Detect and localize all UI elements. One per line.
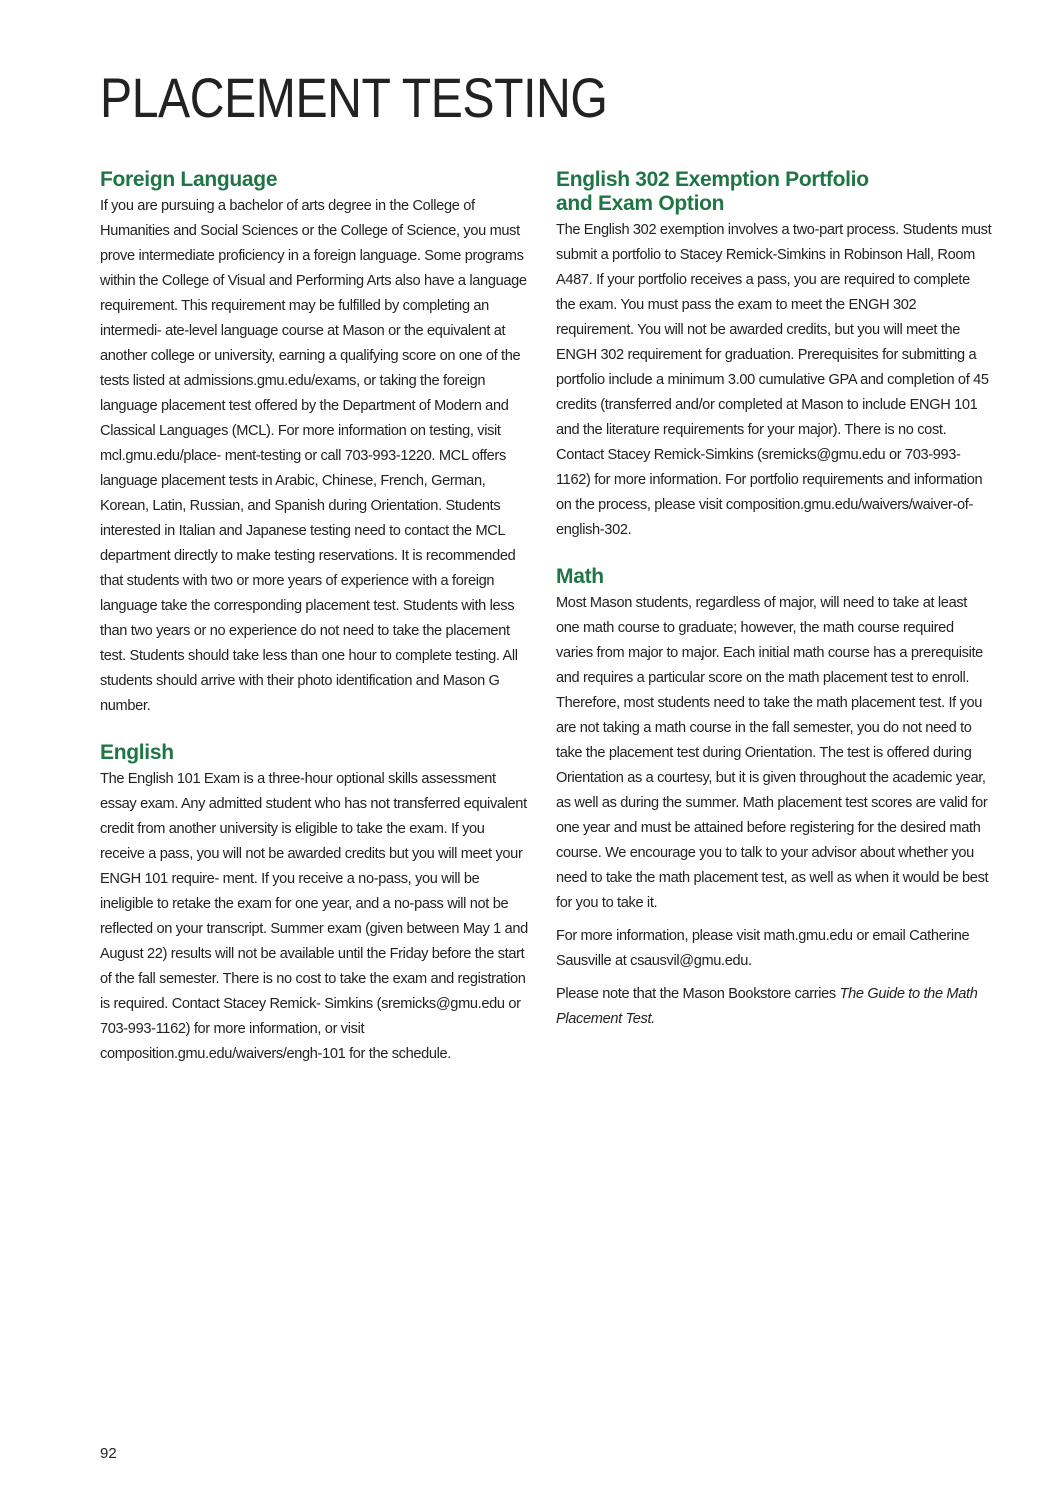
english-302-heading-line2: and Exam Option bbox=[556, 192, 725, 215]
math-body: Most Mason students, regardless of major, will need to take at least one math course to graduate; however, the math course required varies from major to major. Each initial math course has a prerequisite and requires a particular score on the math placement test to enroll. Therefore, most students need to take the math placement test. If you are not taking a math course in the fall semester, you do not need to take the placement test during Orientation. The test is offered during Orientation as a courtesy, but it is given throughout the academic year, as well as during the summer. Math placement test scores are valid for one year and must be attained before registering for the desired math course. We encourage you to talk to your advisor about whether you need to take the math placement test, as well as when it would be best for you to take it. bbox=[556, 595, 989, 911]
page-title: PLACEMENT TESTING bbox=[100, 66, 608, 129]
bookstore-note-prefix: Please note that the Mason Bookstore carries bbox=[556, 986, 840, 1002]
english-section bbox=[100, 741, 530, 1067]
english-302-section bbox=[556, 168, 992, 543]
foreign-language-section bbox=[100, 168, 530, 719]
math-bookstore-note bbox=[556, 982, 992, 1032]
math-section bbox=[556, 565, 992, 1032]
english-body: The English 101 Exam is a three-hour optional skills assessment essay exam. Any admitted student who has not transferred equivalent credit from another university is eligible to take the exam. If you receive a pass, you will not be awarded credits but you will meet your ENGH 101 require- ment. If you receive a no-pass, you will be ineligible to retake the exam for one year, and a no-pass will not be reflected on your transcript. Summer exam (given between May 1 and August 22) results will not be available until the Friday before the start of the fall semester. There is no cost to take the exam and registration is required. Contact Stacey Remick- Simkins (sremicks@gmu.edu or 703-993-1162) for more information, or visit composition.gmu.edu/waivers/engh-101 for the schedule. bbox=[100, 771, 528, 1062]
english-302-heading-line1: English 302 Exemption Portfolio bbox=[556, 168, 869, 191]
right-column bbox=[556, 168, 992, 1054]
english-heading: English bbox=[100, 741, 174, 764]
english-302-body: The English 302 exemption involves a two-part process. Students must submit a portfolio to Stacey Remick-Simkins in Robinson Hall, Room A487. If your portfolio receives a pass, you are required to complete the exam. You must pass the exam to meet the ENGH 302 requirement. You will not be awarded credits, but you will meet the ENGH 302 requirement for graduation. Prerequisites for submitting a portfolio include a minimum 3.00 cumulative GPA and completion of 45 credits (transferred and/or completed at Mason to include ENGH 101 and the literature requirements for your major). There is no cost. Contact Stacey Remick-Simkins (sremicks@gmu.edu or 703-993-1162) for more information. For portfolio requirements and information on the process, please visit composition.gmu.edu/waivers/waiver-of-english-302. bbox=[556, 222, 992, 538]
foreign-language-heading: Foreign Language bbox=[100, 168, 278, 191]
math-heading: Math bbox=[556, 565, 604, 588]
english-302-heading bbox=[556, 168, 992, 216]
left-column bbox=[100, 168, 530, 1089]
page-number: 92 bbox=[100, 1445, 117, 1462]
foreign-language-body: If you are pursuing a bachelor of arts degree in the College of Humanities and Social Sciences or the College of Science, you must prove intermediate proficiency in a foreign language. Some programs within the College of Visual and Performing Arts also have a language requirement. This requirement may be fulfilled by completing an intermedi- ate-level language course at Mason or the equivalent at another college or university, earning a qualifying score on one of the tests listed at admissions.gmu.edu/exams, or taking the foreign language placement test offered by the Department of Modern and Classical Languages (MCL). For more information on testing, visit mcl.gmu.edu/place- ment-testing or call 703-993-1220. MCL offers language placement tests in Arabic, Chinese, French, German, Korean, Latin, Russian, and Spanish during Orientation. Students interested in Italian and Japanese testing need to contact the MCL department directly to make testing reservations. It is recommended that students with two or more years of experience with a foreign language take the corresponding placement test. Students with less than two years or no experience do not need to take the placement test. Students should take less than one hour to complete testing. All students should arrive with their photo identification and Mason G number. bbox=[100, 198, 527, 714]
math-more-info: For more information, please visit math.gmu.edu or email Catherine Sausville at csausvil@gmu.edu. bbox=[556, 928, 970, 969]
bookstore-guide-title: The Guide to the Math Placement Test. bbox=[556, 986, 978, 1027]
